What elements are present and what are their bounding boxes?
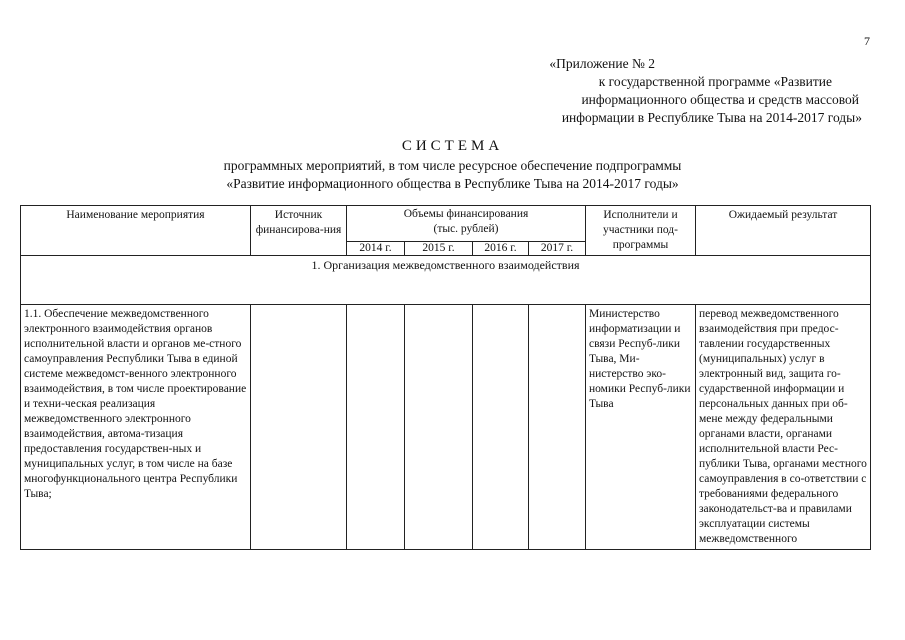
- row-2015: [405, 305, 473, 550]
- header-year-2015: 2015 г.: [405, 242, 473, 256]
- header-volumes-line-1: Объемы финансирования: [403, 208, 529, 220]
- row-executors: Министерство информатизации и связи Респуб-лики Тыва, Ми-нистерство эко-номики Респуб-лики Тыва: [586, 305, 696, 550]
- header-year-2016: 2016 г.: [473, 242, 529, 256]
- table-header-row: [21, 206, 871, 242]
- row-2016: [473, 305, 529, 550]
- section-title: 1. Организация межведомственного взаимодействия: [21, 256, 871, 305]
- header-volumes-line-2: (тыс. рублей): [433, 223, 499, 235]
- row-2014: [347, 305, 405, 550]
- appendix-line-3: информационного общества и средств массовой: [581, 92, 859, 107]
- header-result: Ожидаемый результат: [696, 206, 871, 256]
- table-row: [21, 305, 871, 550]
- row-name: 1.1. Обеспечение межведомственного электронного взаимодействия органов исполнительной власти и органов ме-стного самоуправления Республики Тыва в единой системе межведомст-венного электронного взаимодействия, в том числе проектирование и техни-ческая реализация межведомственного электронного взаимодействия, автома-тизация предоставления государствен-ных и муниципальных услуг, в том числе на базе многофункционального центра Республики Тыва;: [21, 305, 251, 550]
- subtitle-line-2: «Развитие информационного общества в Республике Тыва на 2014-2017 годы»: [226, 176, 679, 191]
- row-result: перевод межведомственного взаимодействия при предос-тавлении государственных (муниципальных) услуг в электронный вид, защита го-сударственной информации и персональных данных при об-мене между федеральными органами власти, органами исполнительной власти Рес-публики Тыва, органами местного самоуправления в со-ответствии с требованиями федерального законодательст-ва и правилами эксплуатации системы межведомственного: [696, 305, 871, 550]
- appendix-line-2: к государственной программе «Развитие: [598, 74, 832, 89]
- appendix-line-4: информации в Республике Тыва на 2014-2017 годы»: [561, 110, 862, 125]
- header-executors: Исполнители и участники под-программы: [586, 206, 696, 256]
- row-2017: [529, 305, 586, 550]
- header-name: Наименование мероприятия: [21, 206, 251, 256]
- header-source: Источник финансирова-ния: [251, 206, 347, 256]
- document-title: СИСТЕМА: [401, 138, 504, 154]
- program-table: [20, 205, 871, 550]
- subtitle-line-1: программных мероприятий, в том числе ресурсное обеспечение подпрограммы: [223, 158, 682, 173]
- header-volumes: [347, 206, 586, 242]
- appendix-line-1: «Приложение № 2: [549, 56, 655, 71]
- table-section-row: [21, 256, 871, 305]
- page-number: 7: [864, 34, 870, 48]
- header-year-2014: 2014 г.: [347, 242, 405, 256]
- row-source: [251, 305, 347, 550]
- header-year-2017: 2017 г.: [529, 242, 586, 256]
